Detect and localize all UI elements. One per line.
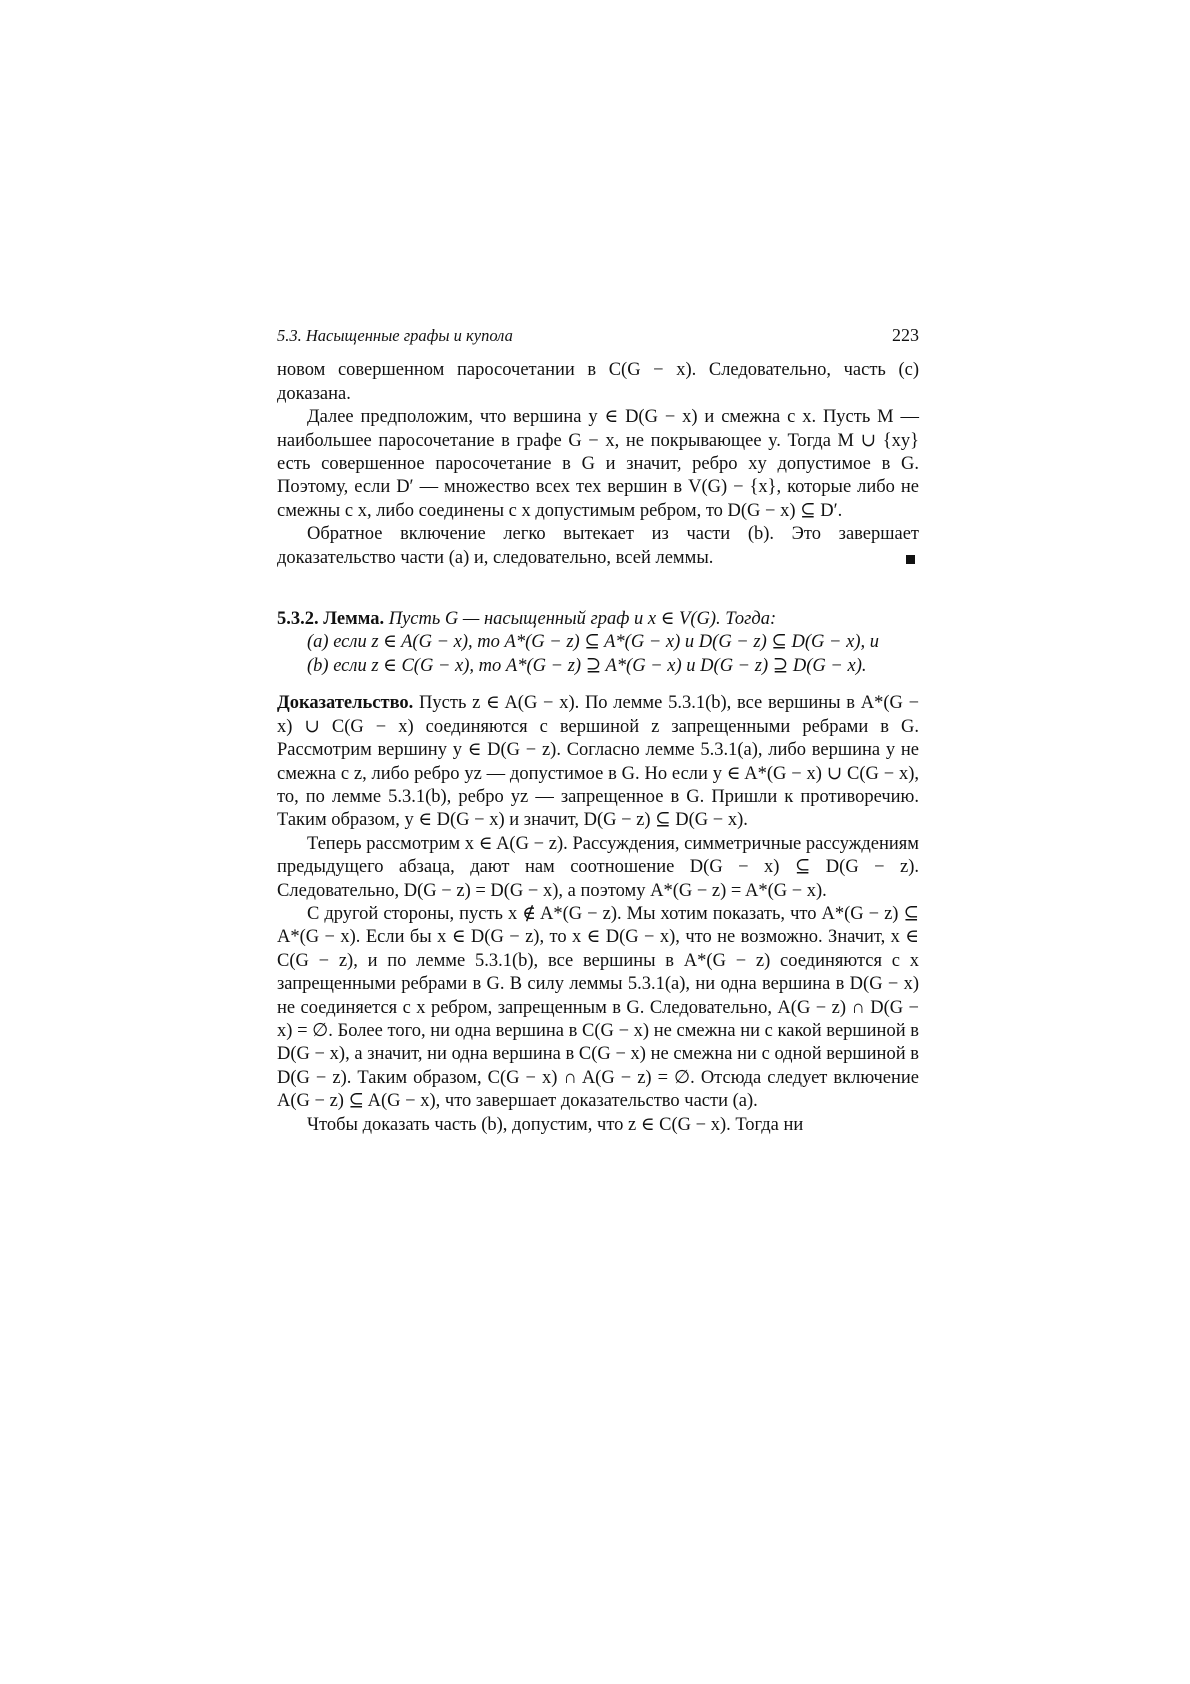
lemma-statement bbox=[277, 608, 919, 631]
proof-text: Пусть z ∈ A(G − x). По лемме 5.3.1(b), все вершины в A*(G − x) ∪ C(G − x) соединяются с вершиной z запрещенными ребрами в G. Рассмотрим вершину y ∈ D(G − z). Согласно лемме 5.3.1(a), либо вершина y не смежна с z, либо ребро yz — допустимое в G. Но если y ∈ A*(G − x) ∪ C(G − x), то, по лемме 5.3.1(b), ребро yz — запрещенное в G. Пришли к противоречию. Таким образом, y ∈ D(G − x) и значит, D(G − z) ⊆ D(G − x). bbox=[277, 693, 920, 831]
running-header bbox=[277, 324, 919, 347]
section-title: 5.3. Насыщенные графы и купола bbox=[277, 326, 513, 345]
spacer bbox=[277, 678, 919, 692]
lemma-item-b: (b) если z ∈ C(G − x), то A*(G − z) ⊇ A*(G − x) и D(G − z) ⊇ D(G − x). bbox=[307, 655, 867, 676]
proof-paragraph: Теперь рассмотрим x ∈ A(G − z). Рассуждения, симметричные рассуждениям предыдущего абзаца, дают нам соотношение D(G − x) ⊆ D(G − z). Следовательно, D(G − z) = D(G − x), а поэтому A*(G − z) = A*(G − x). bbox=[277, 833, 919, 901]
paragraph-text: Обратное включение легко вытекает из части (b). Это завершает доказательство части (a) и, следовательно, всей леммы. bbox=[277, 524, 919, 568]
proof-label: Доказательство. bbox=[277, 693, 414, 714]
lemma-item-a: (a) если z ∈ A(G − x), то A*(G − z) ⊆ A*(G − x) и D(G − z) ⊆ D(G − x), и bbox=[307, 632, 880, 653]
proof-paragraph: С другой стороны, пусть x ∉ A*(G − z). Мы хотим показать, что A*(G − z) ⊆ A*(G − x). Если бы x ∈ D(G − z), то x ∈ D(G − x), что не возможно. Значит, x ∈ C(G − z), и по лемме 5.3.1(b), все вершины в A*(G − z) соединяются с x запрещенными ребрами в G. В силу леммы 5.3.1(a), ни одна вершина в D(G − x) не соединяется с x ребром, запрещенным в G. Следовательно, A(G − z) ∩ D(G − x) = ∅. Более того, ни одна вершина в C(G − x) не смежна ни с какой вершиной в D(G − x), а значит, ни одна вершина в C(G − x) не смежна ни с одной вершиной в D(G − z). Таким образом, C(G − x) ∩ A(G − z) = ∅. Отсюда следует включение A(G − z) ⊆ A(G − x), что завершает доказательство части (a). bbox=[277, 903, 919, 1112]
book-page bbox=[277, 324, 919, 1137]
paragraph-continuation: новом совершенном паросочетании в C(G − x). Следовательно, часть (c) доказана. bbox=[277, 360, 919, 404]
lemma-text: Пусть G — насыщенный граф и x ∈ V(G). Тогда: bbox=[388, 609, 777, 630]
paragraph: Далее предположим, что вершина y ∈ D(G − x) и смежна с x. Пусть M — наибольшее паросочетание в графе G − x, не покрывающее y. Тогда M ∪ {xy} есть совершенное паросочетание в G и значит, ребро xy допустимое в G. Поэтому, если D′ — множество всех тех вершин в V(G) − {x}, которые либо не смежны с x, либо соединены с x допустимым ребром, то D(G − x) ⊆ D′. bbox=[277, 407, 919, 521]
lemma-label: 5.3.2. Лемма. bbox=[277, 609, 385, 630]
spacer bbox=[277, 570, 919, 608]
proof-paragraph: Чтобы доказать часть (b), допустим, что z ∈ C(G − x). Тогда ни bbox=[307, 1114, 804, 1135]
proof-paragraph bbox=[277, 692, 919, 832]
page-number: 223 bbox=[892, 325, 919, 345]
paragraph-conclusion bbox=[277, 523, 919, 570]
qed-mark bbox=[906, 555, 915, 564]
